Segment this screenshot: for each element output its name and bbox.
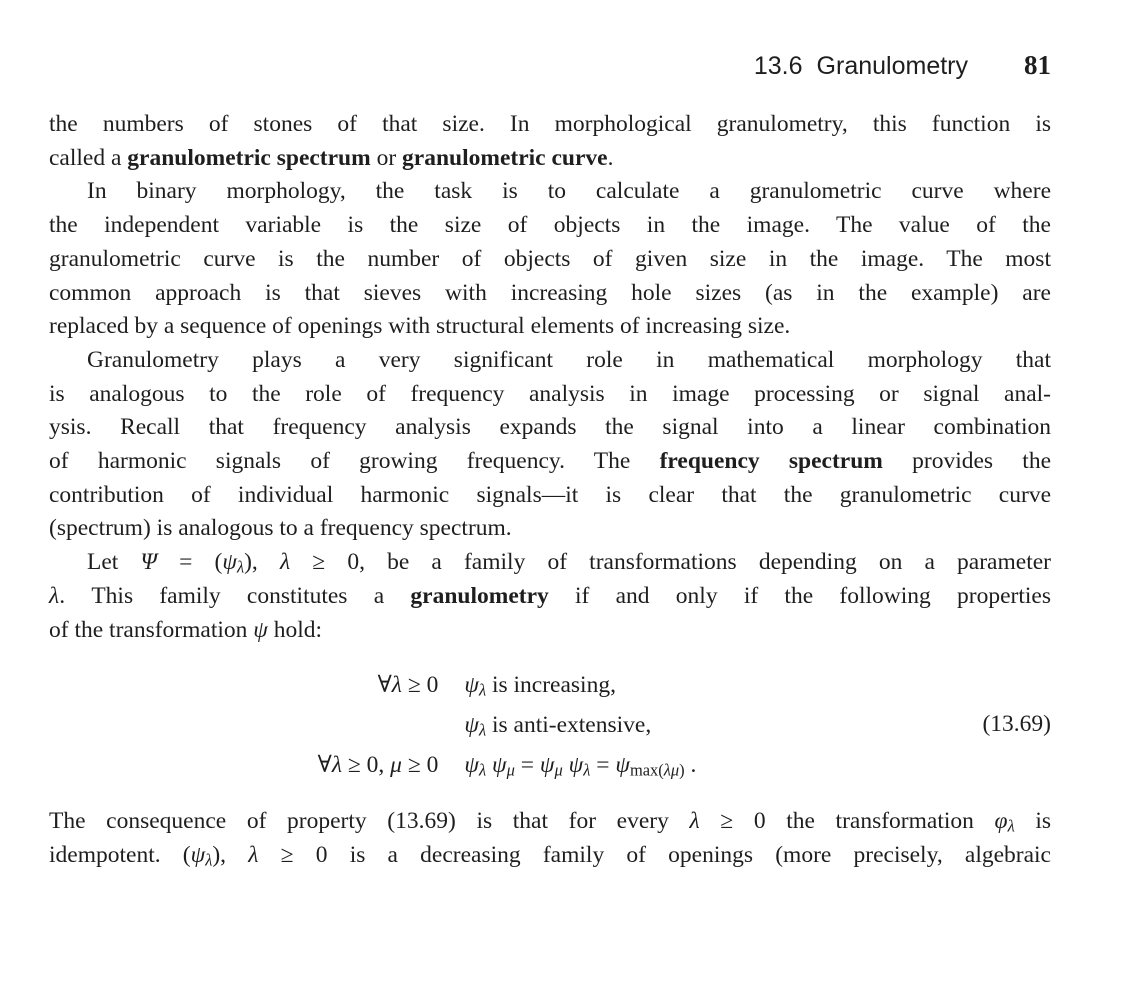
paragraph xyxy=(49,546,1051,647)
text-segment: = xyxy=(590,752,616,779)
text-segment: (spectrum) is analogous to a frequency spectrum. xyxy=(49,515,512,542)
page-number: 81 xyxy=(1024,50,1051,80)
text-line xyxy=(49,108,1051,142)
text-segment: ), xyxy=(212,841,249,868)
text-line xyxy=(49,546,1051,580)
text-segment: of harmonic signals of growing frequency. The xyxy=(49,448,660,475)
math-text: λ xyxy=(478,720,487,740)
math-text: ψ xyxy=(615,752,630,779)
math-text: ψ xyxy=(190,841,206,868)
text-segment: . xyxy=(684,752,697,779)
text-line xyxy=(49,310,1051,344)
text-segment: ≥ 0, xyxy=(342,752,391,779)
running-head xyxy=(49,50,1051,81)
text-line xyxy=(49,614,1051,648)
math-text: ψ xyxy=(539,752,555,779)
text-segment: of the transformation xyxy=(49,616,254,643)
text-segment: ysis. Recall that frequency analysis expands the signal into a linear combination xyxy=(49,414,1051,441)
equation-quantifier xyxy=(318,665,439,705)
math-text: λ xyxy=(1007,816,1015,836)
text-segment: called a xyxy=(49,144,128,171)
paragraph xyxy=(49,108,1051,175)
math-text: λ xyxy=(236,557,245,577)
equation-statement xyxy=(464,705,696,745)
math-text: ψ xyxy=(568,752,584,779)
math-text: Ψ xyxy=(140,549,157,576)
text-line xyxy=(49,839,1051,873)
text-line xyxy=(49,277,1051,311)
equation-statement xyxy=(464,745,696,785)
math-text: μ xyxy=(506,760,515,780)
bold-term: frequency spectrum xyxy=(659,448,883,475)
text-segment: ), xyxy=(244,549,280,576)
paragraphs-before-equation xyxy=(49,108,1051,647)
math-text: λ xyxy=(391,672,402,699)
math-text: λ xyxy=(279,549,291,576)
math-text: φ xyxy=(994,808,1008,835)
text-segment: replaced by a sequence of openings with structural elements of increasing size. xyxy=(49,313,791,340)
paragraphs-after-equation xyxy=(49,805,1051,872)
text-segment: granulometric curve is the number of objects of given size in the image. The most xyxy=(49,245,1051,272)
text-segment: In binary morphology, the task is to calculate a granulometric curve where xyxy=(87,178,1051,205)
text-segment: hold: xyxy=(267,616,323,643)
paragraph xyxy=(49,805,1051,872)
math-text: ψ xyxy=(464,712,479,739)
math-text: λ xyxy=(689,808,700,835)
math-text: λ xyxy=(248,841,259,868)
text-segment: ≥ 0 is a decreasing family of openings (more precisely, algebraic xyxy=(258,841,1051,868)
math-text: λ xyxy=(478,680,487,700)
text-segment: provides the xyxy=(882,448,1052,475)
text-segment: common approach is that sieves with increasing hole sizes (as in the example) are xyxy=(49,279,1051,306)
text-segment: ∀ xyxy=(317,752,332,779)
math-text: ψ xyxy=(253,616,268,643)
math-text: μ xyxy=(554,760,563,780)
math-text: μ xyxy=(390,752,402,779)
text-segment: = ( xyxy=(157,549,223,576)
paragraph xyxy=(49,175,1051,344)
section-title: Granulometry xyxy=(816,52,968,80)
text-line xyxy=(49,411,1051,445)
text-segment: max( xyxy=(629,760,664,780)
text-segment: = xyxy=(514,752,540,779)
math-text: ψ xyxy=(222,549,237,576)
equation-rows xyxy=(318,665,783,785)
text-line xyxy=(49,344,1051,378)
text-segment: ≥ 0, be a family of transformations depending on a parameter xyxy=(290,549,1051,576)
text-segment: is analogous to the role of frequency analysis in image processing or signal anal- xyxy=(49,380,1051,407)
text-line xyxy=(49,805,1051,839)
equation-number: (13.69) xyxy=(982,711,1051,738)
text-segment: ≥ 0 xyxy=(401,752,439,779)
text-line xyxy=(49,243,1051,277)
text-segment: The consequence of property (13.69) is that for every xyxy=(49,808,690,835)
text-segment: is anti-extensive, xyxy=(486,712,652,739)
math-text: λ xyxy=(583,760,591,780)
equation-quantifier xyxy=(318,705,439,745)
text-segment: . xyxy=(607,144,614,171)
math-text: ψ xyxy=(491,752,507,779)
text-segment: Let xyxy=(87,549,141,576)
text-segment: ) xyxy=(679,760,685,780)
text-segment: if and only if the following properties xyxy=(548,582,1051,609)
text-segment: is xyxy=(1014,808,1051,835)
math-text: λ xyxy=(205,850,213,870)
text-line xyxy=(49,142,1051,176)
text-segment: the independent variable is the size of objects in the image. The value of the xyxy=(49,212,1051,239)
text-line xyxy=(49,479,1051,513)
paragraph xyxy=(49,344,1051,546)
text-segment: the numbers of stones of that size. In morphological granulometry, this function is xyxy=(49,111,1051,137)
text-line xyxy=(49,512,1051,546)
text-segment: ∀ xyxy=(377,672,392,699)
text-segment: or xyxy=(370,144,403,171)
text-line xyxy=(49,209,1051,243)
text-segment: is increasing, xyxy=(486,672,616,699)
text-line xyxy=(49,378,1051,412)
bold-term: granulometry xyxy=(410,582,549,609)
math-text: λ xyxy=(478,760,487,780)
math-text: ψ xyxy=(464,752,479,779)
text-segment: idempotent. ( xyxy=(49,841,191,868)
equation-block xyxy=(49,665,1051,785)
equation-quantifier xyxy=(318,745,439,785)
text-segment: . This family constitutes a xyxy=(59,582,411,609)
text-segment: contribution of individual harmonic signals—it is clear that the granulometric curve xyxy=(49,481,1051,508)
math-text: λμ xyxy=(663,760,680,780)
section-number: 13.6 xyxy=(753,52,803,80)
equation-statement xyxy=(464,665,696,705)
text-segment: Granulometry plays a very significant role in mathematical morphology that xyxy=(87,346,1051,373)
bold-term: granulometric curve xyxy=(402,144,608,171)
bold-term: granulometric spectrum xyxy=(127,144,371,171)
text-segment: ≥ 0 the transformation xyxy=(699,808,995,835)
math-text: ψ xyxy=(464,672,479,699)
body-text xyxy=(49,108,1051,873)
text-segment: ≥ 0 xyxy=(401,672,439,699)
math-text: λ xyxy=(331,752,342,779)
text-line xyxy=(49,580,1051,614)
math-text: λ xyxy=(49,582,60,609)
text-line xyxy=(49,445,1051,479)
text-line xyxy=(49,175,1051,209)
